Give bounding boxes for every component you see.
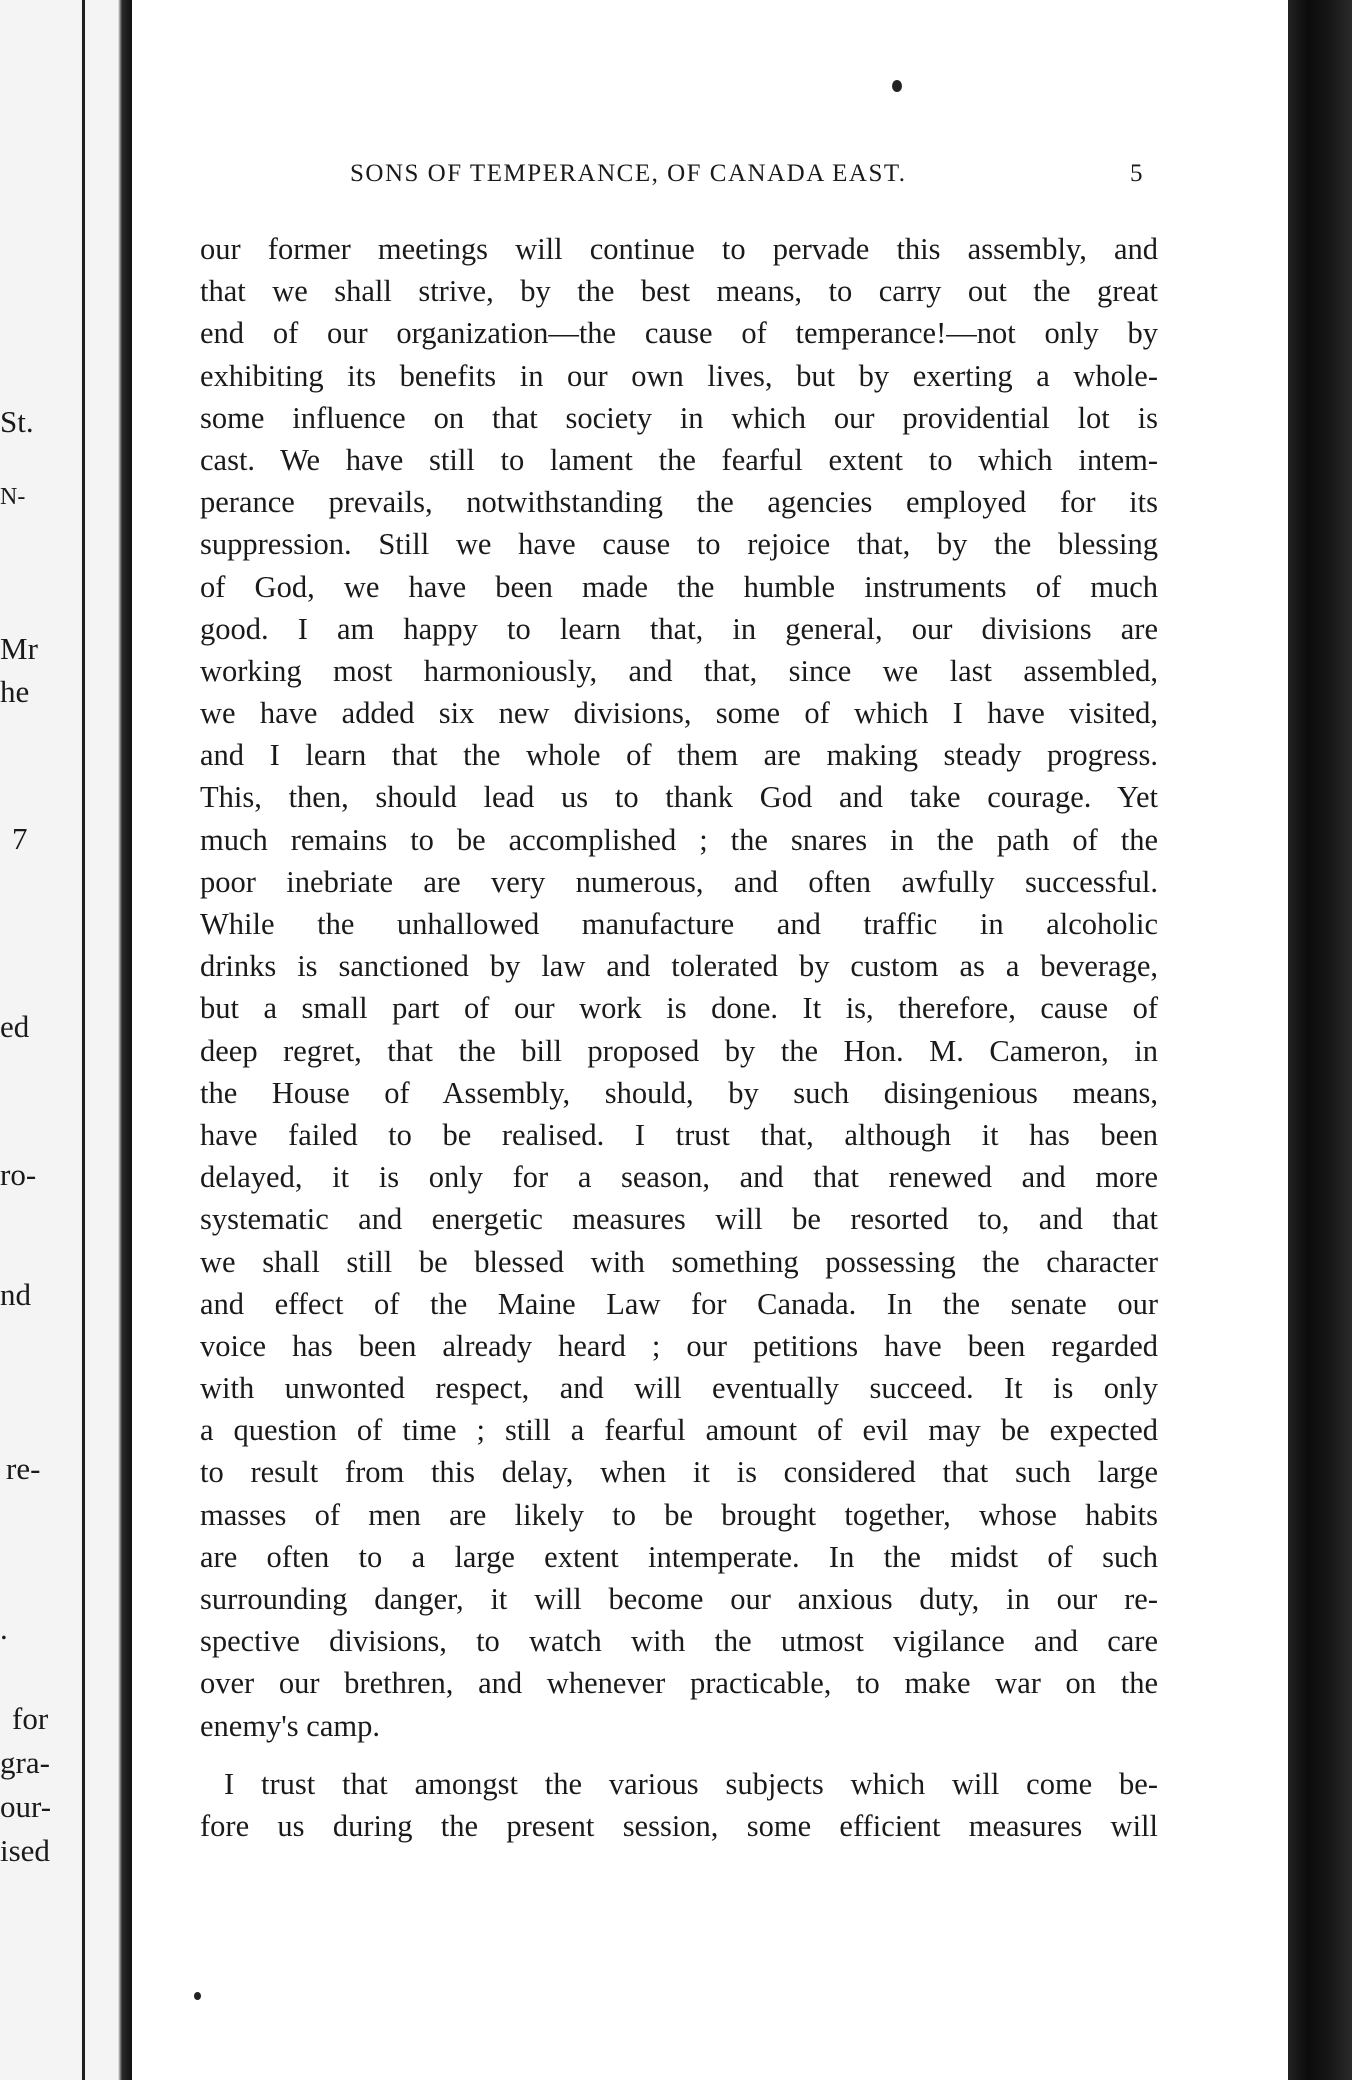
text-line: and effect of the Maine Law for Canada. In the senate our: [200, 1286, 1158, 1321]
text-line: have failed to be realised. I trust that, although it has been: [200, 1117, 1158, 1152]
paragraph: [200, 1763, 1158, 1847]
page-body: [200, 228, 1158, 1847]
left-page-fragment: he: [0, 675, 30, 709]
text-line: systematic and energetic measures will be resorted to, and that: [200, 1202, 1158, 1237]
header-title: SONS OF TEMPERANCE, OF CANADA EAST.: [350, 160, 907, 187]
left-page-fragment: ro-: [0, 1158, 37, 1192]
text-line: over our brethren, and whenever practicable, to make war on the: [200, 1666, 1158, 1701]
left-page-fragment: gra-: [0, 1746, 50, 1780]
ink-speck: [194, 1992, 201, 2000]
page-number: 5: [1130, 160, 1144, 187]
left-page-fragment: re-: [6, 1452, 41, 1486]
left-page-fragment: our-: [0, 1790, 52, 1824]
text-line: I trust that amongst the various subjects which will come be-: [224, 1766, 1158, 1801]
text-line: fore us during the present session, some efficient measures will: [200, 1808, 1158, 1843]
left-page-fragment: N-: [0, 484, 26, 510]
text-line: surrounding danger, it will become our anxious duty, in our re-: [200, 1582, 1158, 1616]
text-line: suppression. Still we have cause to rejoice that, by the blessing: [200, 527, 1158, 562]
text-line: much remains to be accomplished ; the snares in the path of the: [200, 822, 1158, 857]
text-line: deep regret, that the bill proposed by the Hon. M. Cameron, in: [200, 1033, 1158, 1068]
text-line: delayed, it is only for a season, and that renewed and more: [200, 1160, 1158, 1195]
left-page-fragment: Mr: [0, 632, 38, 666]
book-page: [132, 0, 1288, 2080]
text-line: end of our organization—the cause of temperance!—not only by: [200, 316, 1158, 351]
text-line: we have added six new divisions, some of which I have visited,: [200, 696, 1158, 731]
text-line: poor inebriate are very numerous, and often awfully successful.: [200, 864, 1158, 899]
left-page-fragment: nd: [0, 1278, 31, 1312]
book-gutter: [82, 0, 85, 2080]
text-line: are often to a large extent intemperate. In the midst of such: [200, 1539, 1158, 1574]
left-page-fragment: for: [12, 1702, 49, 1736]
left-page-fragment: ised: [0, 1834, 50, 1868]
text-line: we shall still be blessed with something possessing the character: [200, 1244, 1158, 1279]
text-line: with unwonted respect, and will eventually succeed. It is only: [200, 1371, 1158, 1406]
left-page-fragment: ed: [0, 1010, 30, 1044]
text-line: but a small part of our work is done. It is, therefore, cause of: [200, 991, 1158, 1026]
text-line: drinks is sanctioned by law and tolerated by custom as a beverage,: [200, 949, 1158, 984]
text-line: to result from this delay, when it is considered that such large: [200, 1455, 1158, 1490]
text-line: While the unhallowed manufacture and traffic in alcoholic: [200, 907, 1158, 941]
text-line: a question of time ; still a fearful amount of evil may be expected: [200, 1413, 1158, 1448]
text-line: cast. We have still to lament the fearful extent to which intem-: [200, 442, 1158, 477]
text-line: good. I am happy to learn that, in general, our divisions are: [200, 611, 1158, 646]
text-line: that we shall strive, by the best means, to carry out the great: [200, 274, 1158, 309]
text-line: our former meetings will continue to pervade this assembly, and: [200, 232, 1158, 266]
text-line: and I learn that the whole of them are making steady progress.: [200, 738, 1158, 773]
scan-right-page-edge: [1288, 0, 1352, 2080]
text-line: perance prevails, notwithstanding the agencies employed for its: [200, 485, 1158, 520]
text-line: enemy's camp.: [200, 1708, 380, 1743]
text-line: some influence on that society in which our providential lot is: [200, 400, 1158, 435]
text-line: the House of Assembly, should, by such disingenious means,: [200, 1075, 1158, 1110]
text-line: exhibiting its benefits in our own lives, but by exerting a whole-: [200, 358, 1158, 393]
running-header: [350, 160, 1270, 188]
left-page-fragment: .: [0, 1612, 8, 1646]
ink-speck: [892, 80, 902, 92]
text-line: spective divisions, to watch with the utmost vigilance and care: [200, 1624, 1158, 1659]
text-line: masses of men are likely to be brought together, whose habits: [200, 1497, 1158, 1532]
text-line: This, then, should lead us to thank God and take courage. Yet: [200, 780, 1158, 815]
text-line: voice has been already heard ; our petitions have been regarded: [200, 1328, 1158, 1363]
text-line: working most harmoniously, and that, since we last assembled,: [200, 653, 1158, 688]
left-page-fragment: 7: [12, 822, 28, 856]
paragraph: [200, 228, 1158, 1747]
left-page-fragment: St.: [0, 405, 34, 439]
text-line: of God, we have been made the humble instruments of much: [200, 569, 1158, 604]
